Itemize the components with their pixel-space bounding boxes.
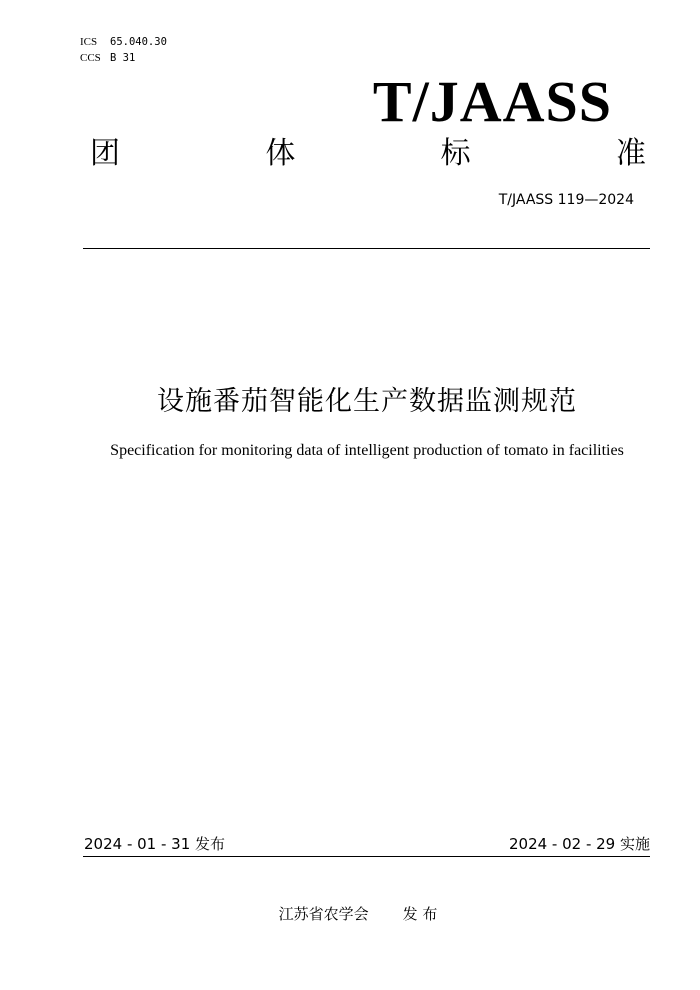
standard-type-char: 体 <box>265 136 296 171</box>
organization-code: T/JAASS <box>372 69 612 134</box>
document-title-zh: 设施番茄智能化生产数据监测规范 <box>157 386 577 417</box>
standard-type-char: 准 <box>615 136 646 171</box>
issue-date: 2024 - 01 - 31 发布 <box>84 835 226 853</box>
top-divider <box>83 248 650 249</box>
ics-code <box>80 34 167 50</box>
document-title-en: Specification for monitoring data of intelligent production of tomato in facilities <box>110 442 624 459</box>
bottom-divider <box>83 856 650 857</box>
ics-label: ICS <box>80 36 98 48</box>
standard-type-char: 标 <box>440 136 471 171</box>
ics-value: 65.040.30 <box>110 36 167 48</box>
ccs-label: CCS <box>80 52 101 64</box>
issuer-action: 发 布 <box>402 905 438 923</box>
issuer-line <box>0 904 700 924</box>
ccs-code <box>80 50 167 66</box>
implementation-date: 2024 - 02 - 29 实施 <box>508 835 650 853</box>
classification-codes <box>80 34 167 66</box>
ccs-value: B 31 <box>110 52 136 64</box>
standard-type <box>90 134 646 174</box>
standard-number: T/JAASS 119—2024 <box>498 192 634 208</box>
standard-type-char: 团 <box>90 136 120 171</box>
issuer-name: 江苏省农学会 <box>278 905 369 923</box>
